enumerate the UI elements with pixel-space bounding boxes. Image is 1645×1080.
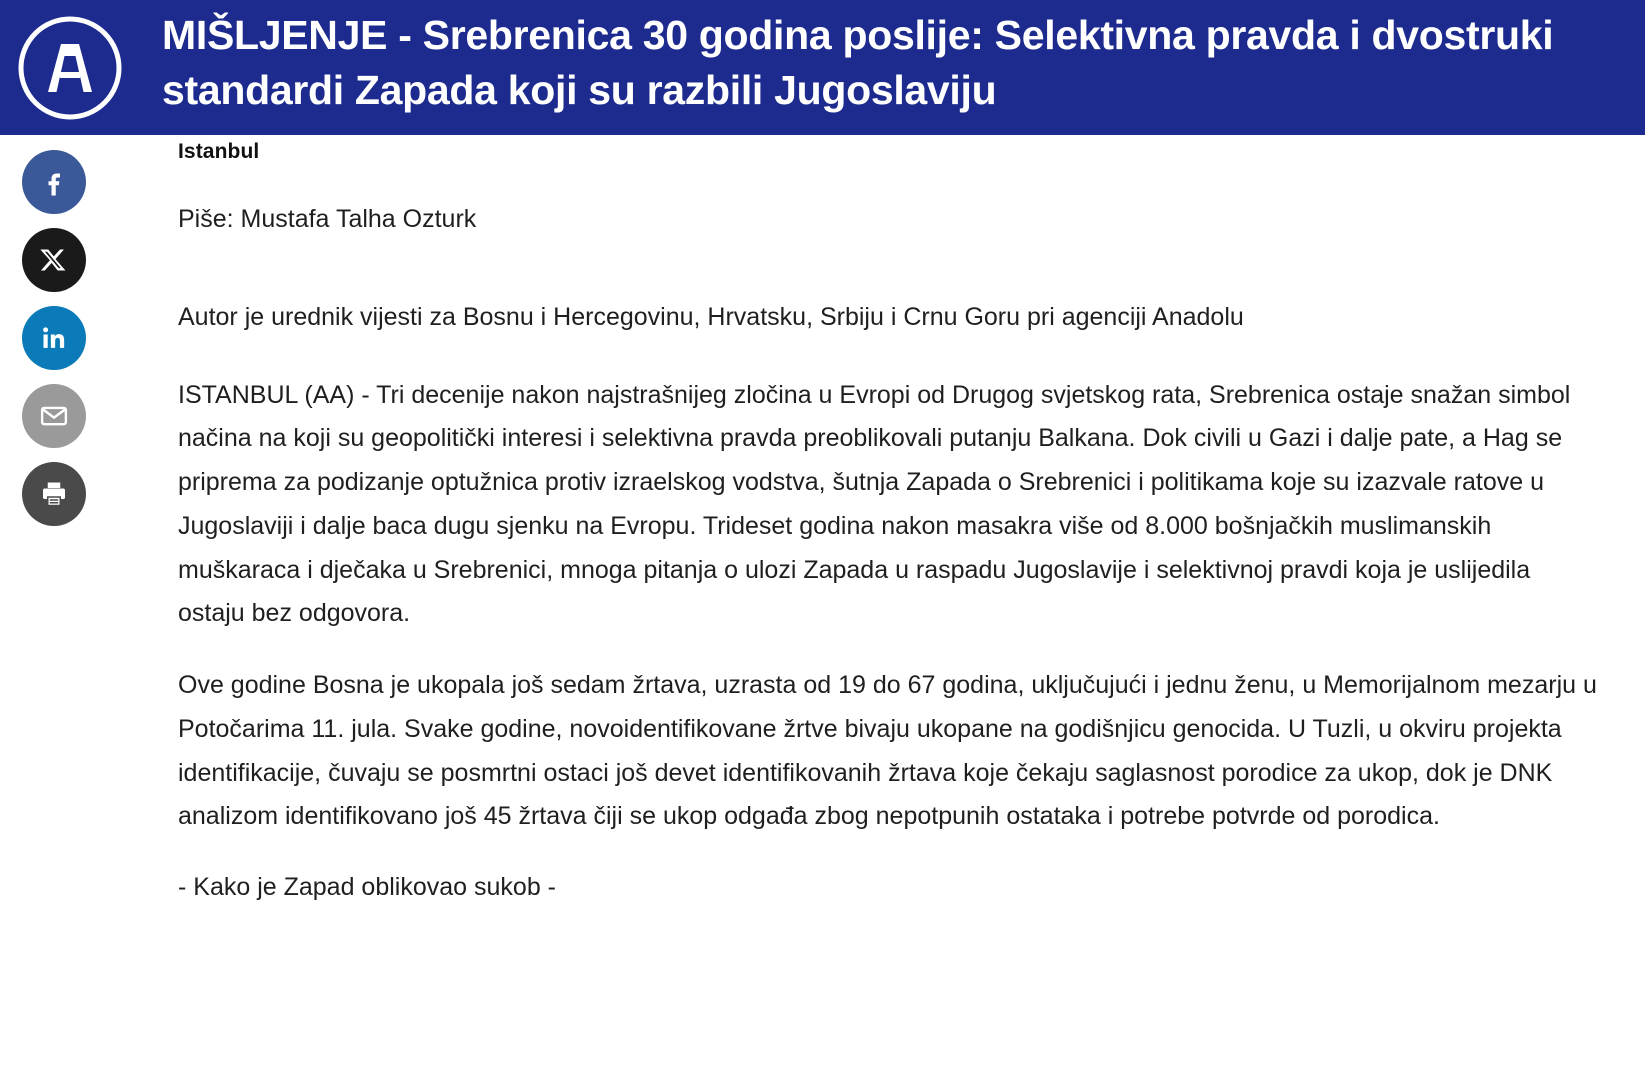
facebook-icon [39,167,69,197]
printer-icon [39,479,69,509]
article-paragraph: Ove godine Bosna je ukopala još sedam žrtava, uzrasta od 19 do 67 godina, uključujući i jednu ženu, u Memorijalnom mezarju u Potočarima 11. jula. Svake godine, novoidentifikovane žrtve bivaju ukopane na godišnjicu genocida. U Tuzli, u okviru projekta identifikacije, čuvaju se posmrtni ostaci još devet identifikovanih žrtava koje čekaju saglasnost porodice za ukop, dok je DNK analizom identifikovano još 45 žrtava čiji se ukop odgađa zbog nepotpunih ostataka i potrebe potvrde od porodica. [178,671,1597,831]
share-email-button[interactable] [22,384,86,448]
social-share-rail [14,150,94,526]
site-header [0,0,1645,135]
share-x-button[interactable] [22,228,86,292]
share-facebook-button[interactable] [22,150,86,214]
author-note: Autor je urednik vijesti za Bosnu i Hercegovinu, Hrvatsku, Srbiju i Crnu Goru pri agenciji Anadolu [178,303,1244,331]
anadolu-agency-logo[interactable] [0,0,140,135]
byline: Piše: Mustafa Talha Ozturk [178,205,477,233]
dateline: Istanbul [178,140,260,163]
share-print-button[interactable] [22,462,86,526]
linkedin-icon [40,324,68,352]
x-twitter-icon [40,246,68,274]
article-subheading: - Kako je Zapad oblikovao sukob - [178,873,556,901]
envelope-icon [39,401,69,431]
article-paragraph: ISTANBUL (AA) - Tri decenije nakon najstrašnijeg zločina u Evropi od Drugog svjetskog rata, Srebrenica ostaje snažan simbol načina na koji su geopolitički interesi i selektivna pravda preoblikovali putanju Balkana. Dok civili u Gazi i dalje pate, a Hag se priprema za podizanje optužnica protiv izraelskog vodstva, šutnja Zapada o Srebrenici i politikama koje su izazvale ratove u Jugoslaviji i dalje baca dugu sjenku na Evropu. Trideset godina nakon masakra više od 8.000 bošnjačkih muslimanskih muškaraca i dječaka u Srebrenici, mnoga pitanja o ulozi Zapada u raspadu Jugoslavije i selektivnoj pravdi koja je uslijedila ostaju bez odgovora. [178,380,1571,628]
share-linkedin-button[interactable] [22,306,86,370]
aa-logo-icon [18,16,122,120]
page-title: MIŠLJENJE - Srebrenica 30 godina poslije: Selektivna pravda i dvostruki standardi Zapada koji su razbili Jugoslaviju [162,12,1554,113]
article-body [178,140,1598,907]
